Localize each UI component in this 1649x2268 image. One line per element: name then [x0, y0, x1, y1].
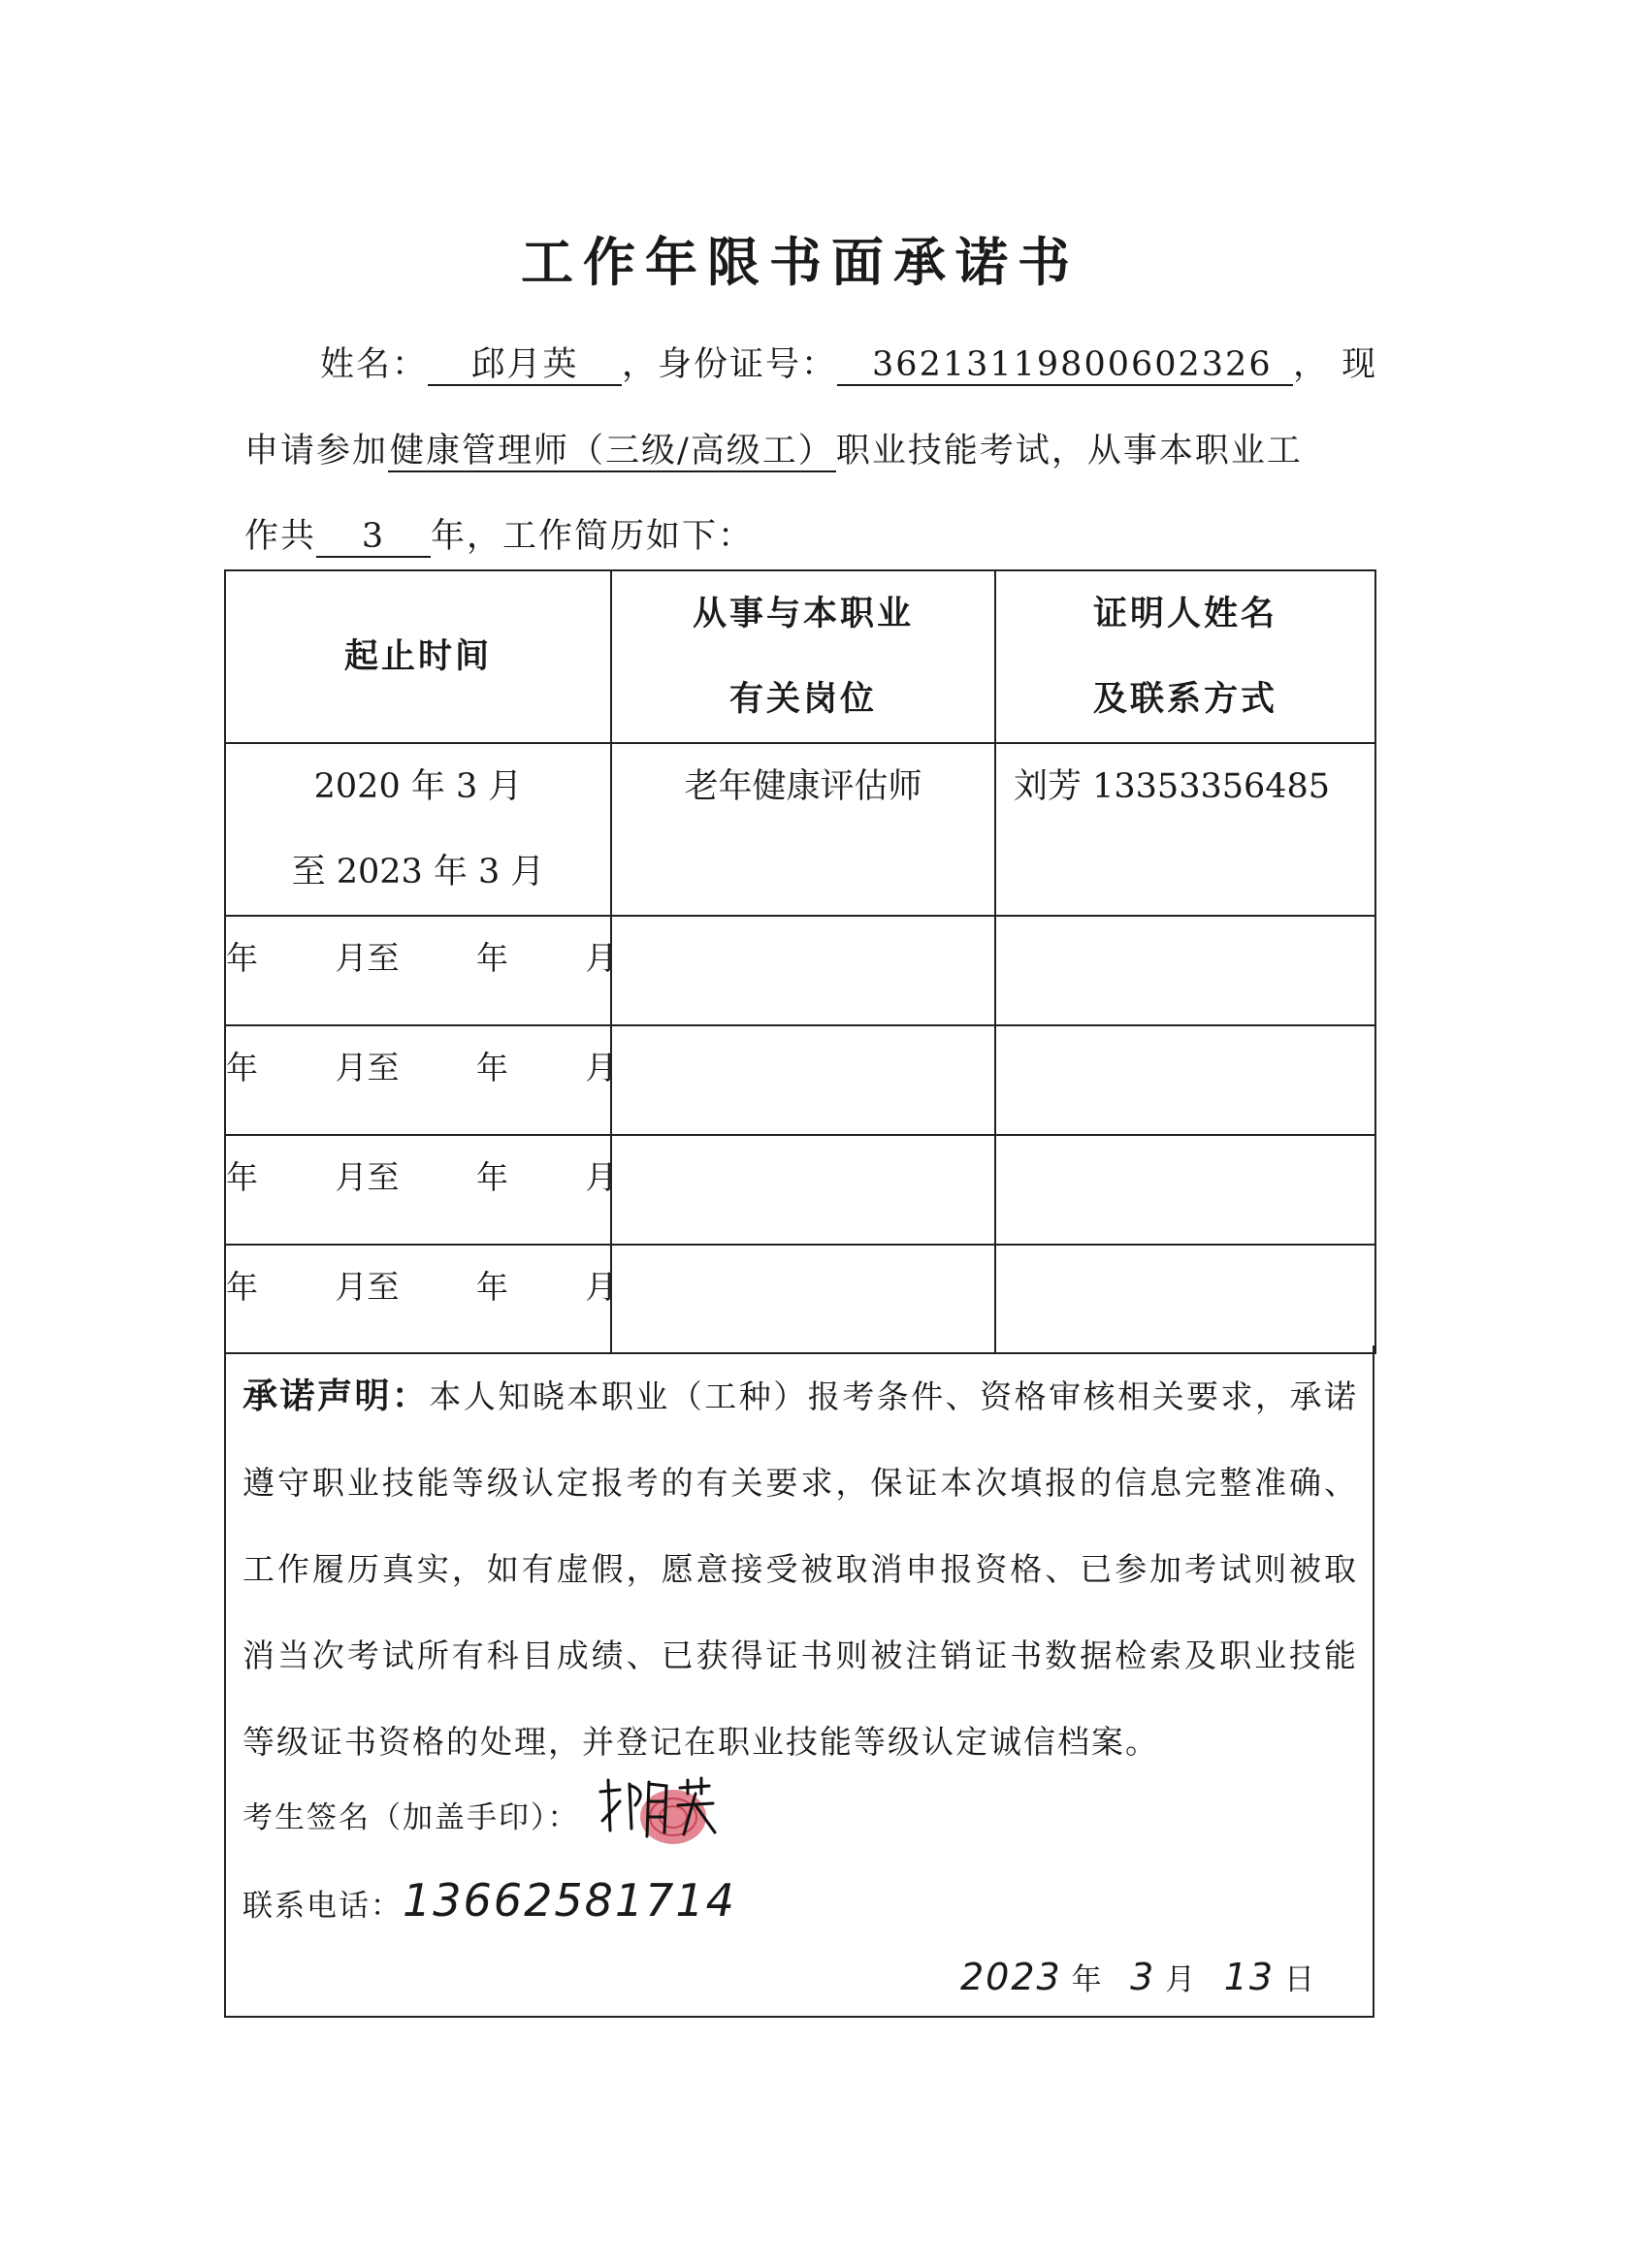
row-reference: 刘芳 13353356485 — [995, 743, 1375, 916]
row-position — [611, 1025, 995, 1135]
date-line — [960, 1955, 1314, 1998]
document-title: 工作年限书面承诺书 — [521, 231, 1080, 293]
row-reference — [995, 1025, 1375, 1135]
exam-name: 健康管理师（三级/高级工） — [388, 432, 836, 472]
table-row — [225, 1025, 1375, 1135]
intro-line-1 — [320, 338, 1377, 386]
row-reference — [995, 1245, 1375, 1353]
apply-suffix: 职业技能考试，从事本职业工 — [835, 432, 1303, 470]
intro-line-3 — [244, 509, 754, 558]
date-month: 3 — [1130, 1956, 1156, 1998]
row-period — [225, 743, 611, 916]
row-reference — [995, 916, 1375, 1025]
header-reference — [995, 570, 1375, 743]
row-reference — [995, 1135, 1375, 1245]
phone-line — [242, 1874, 736, 1927]
intro-line-2 — [244, 424, 1303, 472]
header-reference-line1: 证明人姓名 — [1092, 594, 1277, 633]
row-position — [611, 916, 995, 1025]
pledge-heading: 承诺声明： — [242, 1376, 430, 1416]
date-day-label: 日 — [1283, 1962, 1314, 1997]
header-position — [611, 570, 995, 743]
row-period: 年 月至 年 月 — [225, 916, 611, 1025]
date-month-label: 月 — [1165, 1962, 1196, 1997]
pledge-body: 本人知晓本职业（工种）报考条件、资格审核相关要求，承诺遵守职业技能等级认定报考的有关要求，保证本次填报的信息完整准确、工作履历真实，如有虚假，愿意接受被取消申报资格、已参加考试则被取消当次考试所有科目成绩、已获得证书则被注销证书数据检索及职业技能等级证书资格的处理，并登记在职业技能等级认定诚信档案。 — [242, 1377, 1358, 1761]
name-value: 邱月英 — [428, 345, 622, 386]
period-start: 2020 年 3 月 — [313, 767, 523, 806]
signature-line — [242, 1793, 727, 1844]
row-period: 年 月至 年 月 — [225, 1245, 611, 1353]
table-row — [225, 743, 1375, 916]
table-header-row — [225, 570, 1375, 743]
date-day: 13 — [1223, 1956, 1276, 1998]
row-position: 老年健康评估师 — [611, 743, 995, 916]
pledge-statement — [242, 1353, 1358, 1785]
phone-value: 13662581714 — [403, 1874, 736, 1927]
table-row — [225, 1245, 1375, 1353]
header-reference-line2: 及联系方式 — [1092, 679, 1277, 719]
date-year-label: 年 — [1071, 1962, 1102, 1997]
table-row — [225, 916, 1375, 1025]
years-prefix: 作共 — [244, 517, 317, 556]
id-label: ，身份证号： — [622, 345, 838, 384]
row-period: 年 月至 年 月 — [225, 1025, 611, 1135]
header-period: 起止时间 — [225, 570, 611, 743]
years-value: 3 — [316, 517, 431, 558]
phone-label: 联系电话： — [242, 1889, 403, 1924]
date-year: 2023 — [960, 1956, 1062, 1998]
header-position-line1: 从事与本职业 — [692, 594, 914, 633]
handwritten-signature — [591, 1772, 727, 1850]
work-history-table — [224, 569, 1376, 1354]
name-label: 姓名： — [320, 345, 429, 384]
signature-label: 考生签名（加盖手印）： — [242, 1800, 580, 1835]
period-end: 至 2023 年 3 月 — [291, 853, 545, 891]
row-position — [611, 1135, 995, 1245]
apply-prefix: 申请参加 — [244, 432, 389, 470]
table-row — [225, 1135, 1375, 1245]
intro-tail: ， 现 — [1293, 345, 1378, 384]
row-period: 年 月至 年 月 — [225, 1135, 611, 1245]
id-value: 36213119800602326 — [837, 345, 1293, 386]
row-position — [611, 1245, 995, 1353]
years-suffix: 年，工作简历如下： — [431, 517, 755, 556]
header-position-line2: 有关岗位 — [728, 679, 877, 719]
signature-area — [591, 1796, 727, 1844]
